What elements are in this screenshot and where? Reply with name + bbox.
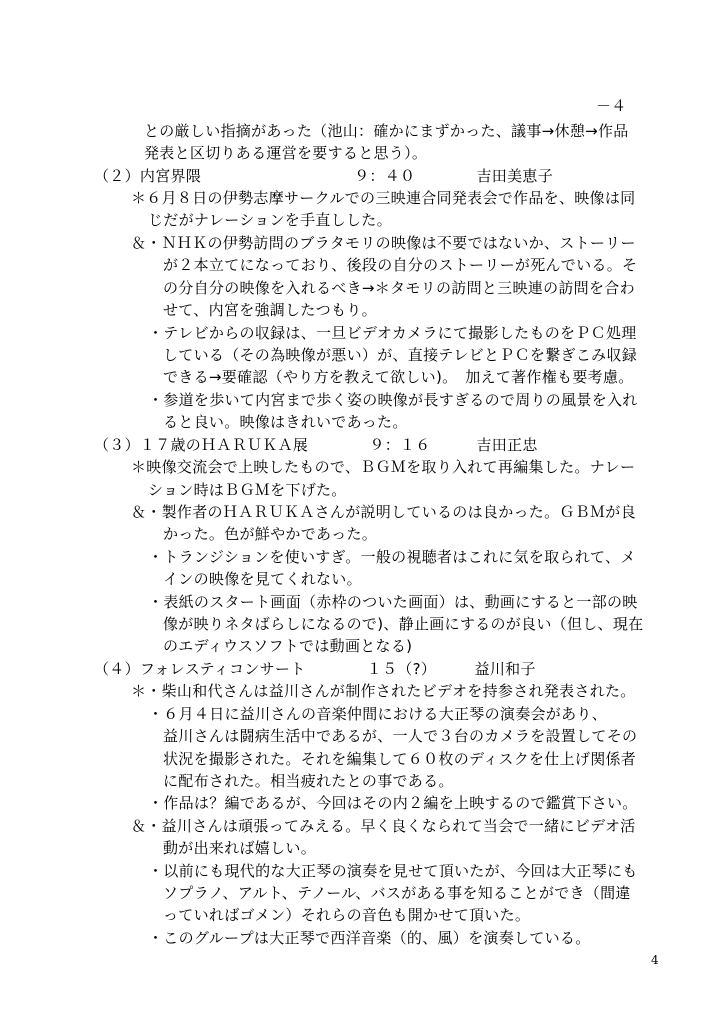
text-line: っていればゴメン）それらの音色も開かせて頂いた。 xyxy=(163,906,531,924)
text-line: ＆・益川さんは頑張ってみえる。早く良くなられて当会で一緒にビデオ活 xyxy=(131,817,636,835)
text-line: との厳しい指摘があった（池山：確かにまずかった、議事→休憩→作品 xyxy=(144,122,629,140)
text-line: ＊６月８日の伊勢志摩サークルでの三映連合同発表会で作品を、映像は同 xyxy=(131,189,636,207)
text-line: ソプラノ、アルト、テノール、バスがある事を知ることができ（間違 xyxy=(163,884,631,902)
page-number: 4 xyxy=(651,953,659,967)
text-line: ション時はＢＧＭを下げた。 xyxy=(148,481,347,499)
text-line: ＆・ＮＨＫの伊勢訪問のブラタモリの映像は不要ではないか、ストーリー xyxy=(131,234,636,252)
text-line: できる→要確認（やり方を教えて欲しい)。 加えて著作権も要考慮。 xyxy=(163,368,634,386)
text-line: 発表と区切りある運営を要すると思う）。 xyxy=(144,144,428,162)
text-line: ると良い。映像はきれいであった。 xyxy=(163,413,408,431)
text-line: ・表紙のスタート画面（赤枠のついた画面）は、動画にすると一部の映 xyxy=(148,593,638,611)
text-line: に配布された。相当疲れたとの事である。 xyxy=(163,772,454,790)
text-line: している（その為映像が悪い）が、直接テレビとＰＣを繋ぎこみ収録 xyxy=(163,346,638,364)
text-line: ・作品は？編であるが、今回はその内２編を上映するので鑑賞下さい。 xyxy=(148,794,638,812)
text-line: ・テレビからの収録は、一旦ビデオカメラにて撮影したものをＰＣ処理 xyxy=(148,324,637,342)
text-line: ・６月４日に益川さんの音楽仲間における大正琴の演奏会があり、 xyxy=(148,705,608,723)
text-line: ＆・製作者のＨＡＲＵＫＡさんが説明しているのは良かった。ＧＢＭが良 xyxy=(131,503,636,521)
text-line: かった。色が鮮やかであった。 xyxy=(163,525,378,543)
section-heading-3: （３）１７歳のＨＡＲＵＫＡ展 ９：１６ 吉田正忠 xyxy=(94,436,538,454)
text-line: ＊・柴山和代さんは益川さんが制作されたビデオを持参され発表された。 xyxy=(131,682,636,700)
text-line: ・以前にも現代的な大正琴の演奏を見せて頂いたが、今回は大正琴にも xyxy=(148,862,638,880)
text-line: ・参道を歩いて内宮まで歩く姿の映像が長すぎるので周りの風景を入れ xyxy=(148,391,638,409)
text-line: ・このグループは大正琴で西洋音楽（的、風）を演奏している。 xyxy=(148,929,591,947)
text-line: ・トランジションを使いすぎ。一般の視聴者はこれに気を取られて、メ xyxy=(148,548,636,566)
section-heading-4: （４）フォレスティコンサート １５（?） 益川和子 xyxy=(94,660,536,678)
text-line: ＊映像交流会で上映したもので、ＢＧＭを取り入れて再編集した。ナレー xyxy=(131,458,636,476)
text-line: じだがナレーションを手直しした。 xyxy=(148,211,392,229)
page-marker: －４ xyxy=(596,97,627,115)
text-line: せて、内宮を強調したつもり。 xyxy=(163,301,377,319)
text-line: 状況を撮影された。それを編集して６０枚のディスクを仕上げ関係者 xyxy=(163,750,637,768)
section-heading-2: （２）内宮界隈 ９：４０ 吉田美恵子 xyxy=(94,167,554,185)
text-line: の分自分の映像を入れるべき→＊タモリの訪問と三映連の訪問を合わ xyxy=(163,279,635,297)
text-line: インの映像を見てくれない。 xyxy=(163,570,362,588)
text-line: 像が映りネタばらしになるので)、静止画にするのが良い（但し、現在 xyxy=(163,615,644,633)
text-line: のエディウスソフトでは動画となる) xyxy=(163,637,413,655)
text-line: 益川さんは闘病生活中であるが、一人で３台のカメラを設置してその xyxy=(163,727,638,745)
text-line: が２本立てになっており、後段の自分のストーリーが死んでいる。そ xyxy=(163,256,638,274)
text-line: 動が出来れば嬉しい。 xyxy=(163,839,317,857)
